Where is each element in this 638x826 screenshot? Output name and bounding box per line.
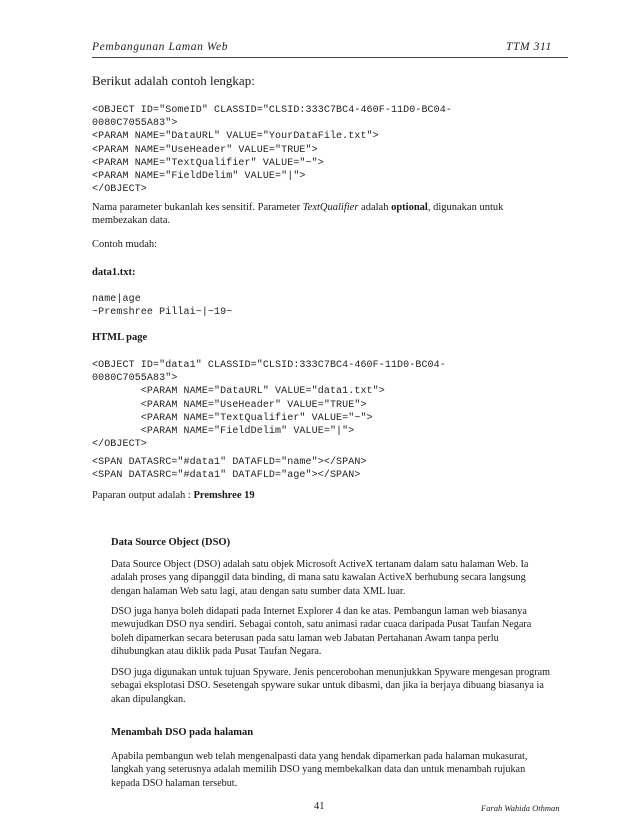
code-line: 0080C7055A83"> <box>92 373 178 385</box>
code-line: <OBJECT ID="data1" CLASSID="CLSID:333C7BC4-460F-11D0-BC04- <box>92 360 446 371</box>
code-block-span <box>92 456 367 482</box>
dso-paragraph-1 <box>111 558 551 598</box>
add-dso-text: Apabila pembangun web telah mengenalpasti data yang hendak dipamerkan pada halaman mukasurat, langkah yang seterusnya adalah memilih DSO yang membekalkan data dan untuk menambah rujukan kepada DSO halaman tersebut. <box>111 751 528 789</box>
file-line: ~Premshree Pillai~|~19~ <box>92 307 233 319</box>
example-label: Contoh mudah: <box>92 239 158 250</box>
code-line: <PARAM NAME="FieldDelim" VALUE="|"> <box>92 171 306 183</box>
html-page-label: HTML page <box>92 332 148 343</box>
code-line: </OBJECT> <box>92 184 147 196</box>
output-label: Paparan output adalah : <box>92 490 194 501</box>
page-number: 41 <box>314 801 325 812</box>
footer-author: Farah Wahida Othman <box>481 803 560 813</box>
note-paragraph <box>92 201 503 227</box>
output-line <box>92 489 255 502</box>
dso-paragraph-2 <box>111 605 551 659</box>
note-text: , digunakan untuk <box>427 202 504 213</box>
section-title-add-dso: Menambah DSO pada halaman <box>111 727 254 738</box>
note-param-name: TextQualifier <box>302 202 359 213</box>
note-optional: optional <box>391 202 428 213</box>
file-label: data1.txt: <box>92 267 136 278</box>
dso-paragraph-3 <box>111 666 551 706</box>
note-text: adalah <box>358 202 392 213</box>
intro-text: Berikut adalah contoh lengkap: <box>92 73 255 88</box>
output-value: Premshree 19 <box>193 490 255 501</box>
code-line: <SPAN DATASRC="#data1" DATAFLD="name"></SPAN> <box>92 457 367 468</box>
code-block-html-object <box>92 359 446 451</box>
dso-text: DSO juga digunakan untuk tujuan Spyware. Jenis pencerobohan menunjukkan Spyware mengesan program sebagai eksplotasi DSO. Sesetengah spyware sukar untuk dibasmi, dan jika ia berjaya dibuang biasanya ia akan dipulangkan. <box>111 667 551 705</box>
code-line: <OBJECT ID="SomeID" CLASSID="CLSID:333C7BC4-460F-11D0-BC04- <box>92 105 452 116</box>
code-line: <PARAM NAME="FieldDelim" VALUE="|"> <box>92 426 355 438</box>
code-line: <PARAM NAME="TextQualifier" VALUE="~"> <box>92 412 373 424</box>
note-text-line2: membezakan data. <box>92 215 171 226</box>
code-line: <PARAM NAME="UseHeader" VALUE="TRUE"> <box>92 144 318 156</box>
code-line: </OBJECT> <box>92 439 147 451</box>
file-content <box>92 293 232 319</box>
code-line: 0080C7055A83"> <box>92 118 178 130</box>
file-line: name|age <box>92 294 141 305</box>
dso-text: Data Source Object (DSO) adalah satu objek Microsoft ActiveX tertanam dalam satu halaman Web. Ia adalah proses yang dipanggil data binding, di mana satu kawalan ActiveX berhubung secara langsung dengan halaman Web satu lagi, atau dengan satu sumber data XML luar. <box>111 559 529 597</box>
running-header-title: Pembangunan Laman Web <box>92 41 229 53</box>
header-rule <box>92 57 568 58</box>
code-line: <PARAM NAME="TextQualifier" VALUE="~"> <box>92 157 324 169</box>
code-line: <PARAM NAME="UseHeader" VALUE="TRUE"> <box>92 399 367 411</box>
code-line: <SPAN DATASRC="#data1" DATAFLD="age"></SPAN> <box>92 470 361 482</box>
add-dso-paragraph <box>111 750 551 790</box>
section-title-dso: Data Source Object (DSO) <box>111 537 231 548</box>
code-line: <PARAM NAME="DataURL" VALUE="data1.txt"> <box>92 386 385 398</box>
code-block-full-example <box>92 104 452 196</box>
running-header-course: TTM 311 <box>506 41 552 53</box>
note-text: Nama parameter bukanlah kes sensitif. Parameter <box>92 202 303 213</box>
code-line: <PARAM NAME="DataURL" VALUE="YourDataFile.txt"> <box>92 131 379 143</box>
dso-text: DSO juga hanya boleh didapati pada Internet Explorer 4 dan ke atas. Pembangun laman web biasanya mewujudkan DSO nya sendiri. Sebagai contoh, satu animasi radar cuaca daripada Pusat Taufan Negara boleh dipamerkan secara beterusan pada satu laman web Jabatan Pertahanan Awam tanpa perlu dihubungkan atau diklik pada Pusat Taufan Negara. <box>111 606 532 658</box>
